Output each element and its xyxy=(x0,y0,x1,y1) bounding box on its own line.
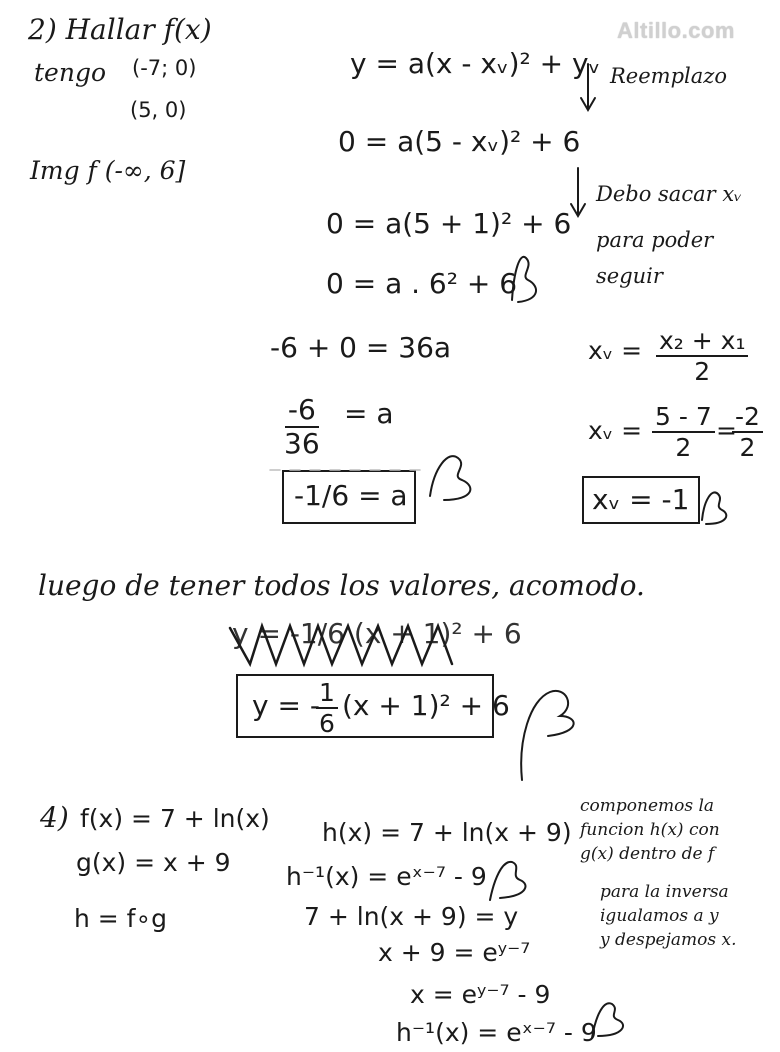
check-mark-icon xyxy=(592,1003,623,1038)
xv2-numerator: 5 - 7 xyxy=(652,404,715,433)
a-equals: = a xyxy=(344,397,394,430)
conclusion-text: luego de tener todos los valores, acomodo. xyxy=(38,569,645,602)
step-square: 0 = a . 6² + 6 xyxy=(326,267,518,300)
step-substitute: 0 = a(5 - xᵥ)² + 6 xyxy=(338,125,581,158)
check-mark-icon xyxy=(521,691,573,780)
watermark-logo: Altillo.com xyxy=(617,18,735,43)
h-definition: h = f∘g xyxy=(74,904,168,933)
note-line-2: para poder xyxy=(596,228,714,252)
down-arrow-icon xyxy=(571,168,585,216)
a-numerator: -6 xyxy=(285,396,319,428)
final-numerator: 1 xyxy=(316,680,338,709)
replace-note: Reemplazo xyxy=(610,64,727,88)
crossed-out-equation: y = -1/6 (x + 1)² + 6 xyxy=(232,617,522,650)
a-denominator: 36 xyxy=(284,427,320,460)
final-rhs: (x + 1)² + 6 xyxy=(342,689,510,722)
h-inverse: h⁻¹(x) = eˣ⁻⁷ - 9 xyxy=(286,862,487,891)
final-lhs: y = - xyxy=(252,689,320,722)
root-point-2: (5, 0) xyxy=(130,98,187,122)
xv-lhs: xᵥ = xyxy=(588,336,643,365)
check-mark-icon xyxy=(490,862,525,900)
ex4-step-c: x = eʸ⁻⁷ - 9 xyxy=(410,980,551,1009)
down-arrow-icon xyxy=(581,64,595,110)
xv2-denominator-2: 2 xyxy=(739,433,756,462)
step-isolate-a: -6 + 0 = 36a xyxy=(270,331,452,364)
xv2-equals: = xyxy=(716,416,737,445)
ex4-step-d: h⁻¹(x) = eˣ⁻⁷ - 9 xyxy=(396,1018,597,1047)
step-vertex-replaced: 0 = a(5 + 1)² + 6 xyxy=(326,207,572,240)
check-mark-icon xyxy=(430,456,470,500)
given-label: tengo xyxy=(34,58,106,87)
check-mark-icon xyxy=(512,257,536,302)
xv-denominator: 2 xyxy=(694,357,711,386)
vertex-formula: y = a(x - xᵥ)² + yᵥ xyxy=(350,47,601,80)
exercise-2-title: 2) Hallar f(x) xyxy=(28,13,212,46)
xv2-numerator-2: -2 xyxy=(732,404,763,433)
ex4-note-1: componemos la xyxy=(580,796,715,816)
ex4-note-2: funcion h(x) con xyxy=(580,820,720,840)
ex4-note-5: igualamos a y xyxy=(600,906,719,926)
xv2-denominator: 2 xyxy=(675,433,692,462)
ex4-note-4: para la inversa xyxy=(600,882,729,902)
check-mark-icon xyxy=(702,492,726,524)
exercise-4-title: 4) xyxy=(40,801,69,834)
scribble-strike xyxy=(230,626,452,664)
final-denominator: 6 xyxy=(319,709,335,738)
h-of-x: h(x) = 7 + ln(x + 9) xyxy=(322,818,572,847)
note-line-1: Debo sacar xᵥ xyxy=(596,182,742,206)
image-range: Img f (-∞, 6] xyxy=(30,156,186,185)
ex4-step-a: 7 + ln(x + 9) = y xyxy=(304,902,519,931)
xv2-lhs: xᵥ = xyxy=(588,416,643,445)
xv-numerator: x₂ + x₁ xyxy=(656,328,748,357)
f-definition: f(x) = 7 + ln(x) xyxy=(80,804,270,833)
g-definition: g(x) = x + 9 xyxy=(76,848,231,877)
ex4-step-b: x + 9 = eʸ⁻⁷ xyxy=(378,938,531,967)
xv-result: xᵥ = -1 xyxy=(592,483,690,516)
ex4-note-3: g(x) dentro de f xyxy=(580,844,715,864)
ex4-note-6: y despejamos x. xyxy=(600,930,737,950)
note-line-3: seguir xyxy=(596,264,663,288)
a-result: -1/6 = a xyxy=(294,479,408,512)
root-point-1: (-7; 0) xyxy=(132,56,197,80)
